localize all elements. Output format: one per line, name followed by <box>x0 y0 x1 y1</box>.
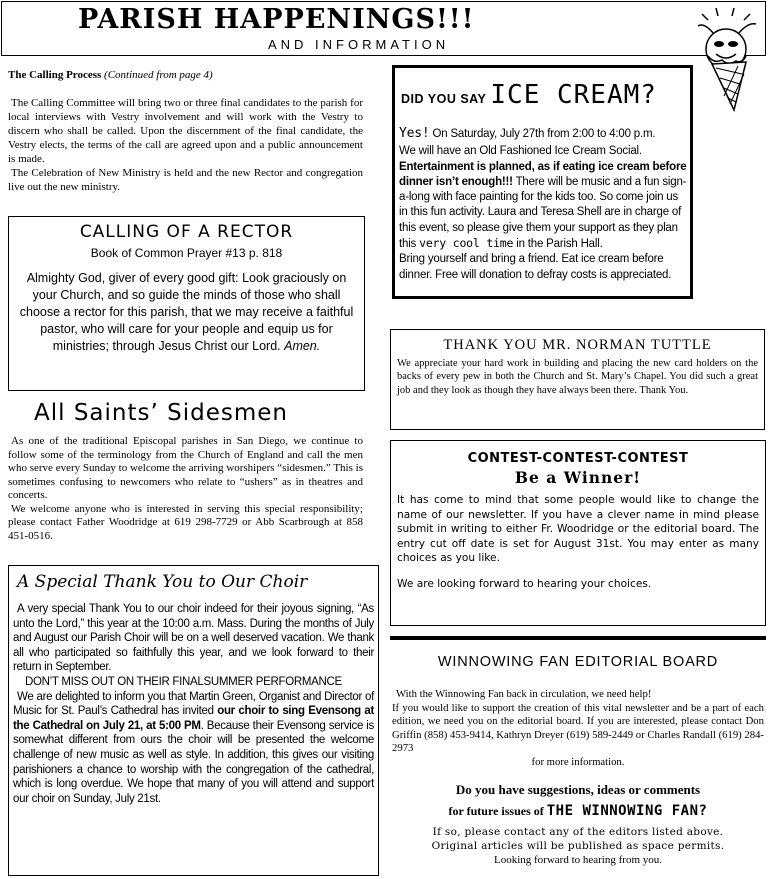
choir-performance-heading: DON’T MISS OUT ON THEIR FINALSUMMER PERFORMANCE <box>25 675 342 688</box>
ice-cream-title: DID YOU SAY ICE CREAM? <box>401 80 657 110</box>
contest-article: It has come to mind that some people would like to change the name of our newsletter. If you have a clever name in mind please submit in writing to either Fr. Woodridge or the editorial board. The entry cut off date is set for August 31st. You may enter as many choices as you like. <box>397 494 759 565</box>
choir-title: A Special Thank You to Our Choir <box>17 572 308 592</box>
sidesmen-para: As one of the traditional Episcopal parishes in San Diego, we continue to follow some of the terminology from the Church of England and call the men who serve every Sunday to welcome the arriving worshipers “sidesmen.” This is sometimes confusing to newcomers who relate to “ushers” as in theatres and concerts. <box>8 435 363 501</box>
ice-cream-box <box>392 65 693 299</box>
choir-para: A very special Thank You to our choir indeed for their joyous signing, “As unto the Lord,” this year at the 10:00 a.m. Mass. During the months of July and August our Parish Choir will be on a well deserved vacation. We thank all who participated so faithfully this year, and we look forward to their return in September. <box>13 603 374 674</box>
ice-cream-closing: Bring yourself and bring a friend. Eat ice cream before dinner. Free will donation to defray costs is appreciated. <box>399 253 672 281</box>
choir-thank-you-box <box>8 565 379 876</box>
section-divider <box>390 636 766 640</box>
rector-subtitle: Book of Common Prayer #13 p. 818 <box>90 246 283 260</box>
page-subtitle: AND INFORMATION <box>268 37 450 52</box>
contest-box <box>390 440 766 626</box>
editorial-board-article: With the Winnowing Fan back in circulation, we need help! If you would like to support the creation of this vital newsletter and be a part of each edition, we need you on the editorial board. If you are interested, please contact Don Griffin (858) 453-9414, Kathryn Dreyer (619) 589-2449 or Charles Randall (619) 284-2973 for more information. <box>392 688 764 768</box>
choir-para: We are delighted to inform you that Martin Green, Organist and Director of Music for St. Paul’s Cathedral has invited our choir to sing Evensong at the Cathedral on July 21, at 5:00 PM. Because their Evensong service is somewhat different from ours the choir will be presented the welcome challenge of new music as well as style. In addition, this gives our visiting parishioners a chance to worship with the congregation of the cathedral, which is long overdue. We hope that many of you will attend and support our choir on Sunday, July 21st. <box>13 690 375 805</box>
calling-process-heading: The Calling Process <box>8 69 102 81</box>
sidesmen-para: We welcome anyone who is interested in serving this special responsibility; please contact Father Woodridge at 619 298-7729 or Abb Scarbrough at 858 451-0516. <box>8 502 363 542</box>
page-title: PARISH HAPPENINGS!!! <box>78 4 475 35</box>
choir-article <box>13 602 374 806</box>
calling-process-article <box>8 68 363 194</box>
norman-article: We appreciate your hard work in building and placing the new card holders on the backs of every pew in both the Church and St. Mary’s Chapel. You did such a great job and they look as though they have always been there. Thank You. <box>397 358 758 396</box>
contest-title: CONTEST-CONTEST-CONTEST <box>467 451 689 466</box>
rector-prayer-box <box>8 216 365 391</box>
calling-process-para: The Calling Committee will bring two or three final candidates to the parish for local interviews with Vestry involvement and will work with the Vestry to discern who shall be called. Upon the discernment of the final candidate, the Vestry elects, the terms of the call are agreed upon and a public announcement is made. <box>8 97 363 165</box>
suggestions-question: Do you have suggestions, ideas or comments <box>455 782 701 797</box>
sidesmen-title: All Saints’ Sidesmen <box>34 400 288 426</box>
ice-cream-cone-icon <box>694 4 764 114</box>
ice-cream-article: Yes! On Saturday, July 27th from 2:00 to 4:00 p.m. We will have an Old Fashioned Ice Cream Social. Entertainment is planned, as if eating ice cream before dinner isn’t enough!!! There will be music and a fun sign-a-long with face painting for the kids too. So come join us in this fun activity. Laura and Teresa Shell are in charge of this event, so please give them your support as they plan this very cool time in the Parish Hall. Bring yourself and bring a friend. Eat ice cream before dinner. Free will donation to defray costs is appreciated. <box>399 126 689 283</box>
continued-note: (Continued from page 4) <box>104 69 213 81</box>
norman-thank-you-box <box>390 329 765 430</box>
sidesmen-article <box>8 435 363 543</box>
editorial-board-title: WINNOWING FAN EDITORIAL BOARD <box>437 654 719 670</box>
contest-closing: We are looking forward to hearing your choices. <box>397 577 652 590</box>
rector-prayer: Almighty God, giver of every good gift: Look graciously on your Church, and so guide the minds of those who shall choose a rector for this parish, that we may receive a faithful pastor, who will care for your people and equip us for ministries; through Jesus Christ our Lord. Amen. <box>19 271 354 353</box>
future-issues-line: for future issues of THE WINNOWING FAN? <box>448 803 708 819</box>
rector-title: CALLING OF A RECTOR <box>79 222 294 242</box>
contest-subtitle: Be a Winner! <box>514 468 642 487</box>
editorial-board-closing: If so, please contact any of the editors listed above. Original articles will be published as space permits. Looking forward to hearing from you. <box>431 826 725 866</box>
norman-title: THANK YOU MR. NORMAN TUTTLE <box>443 337 712 353</box>
calling-process-para: The Celebration of New Ministry is held and the new Rector and congregation live out the new ministry. <box>8 167 363 193</box>
